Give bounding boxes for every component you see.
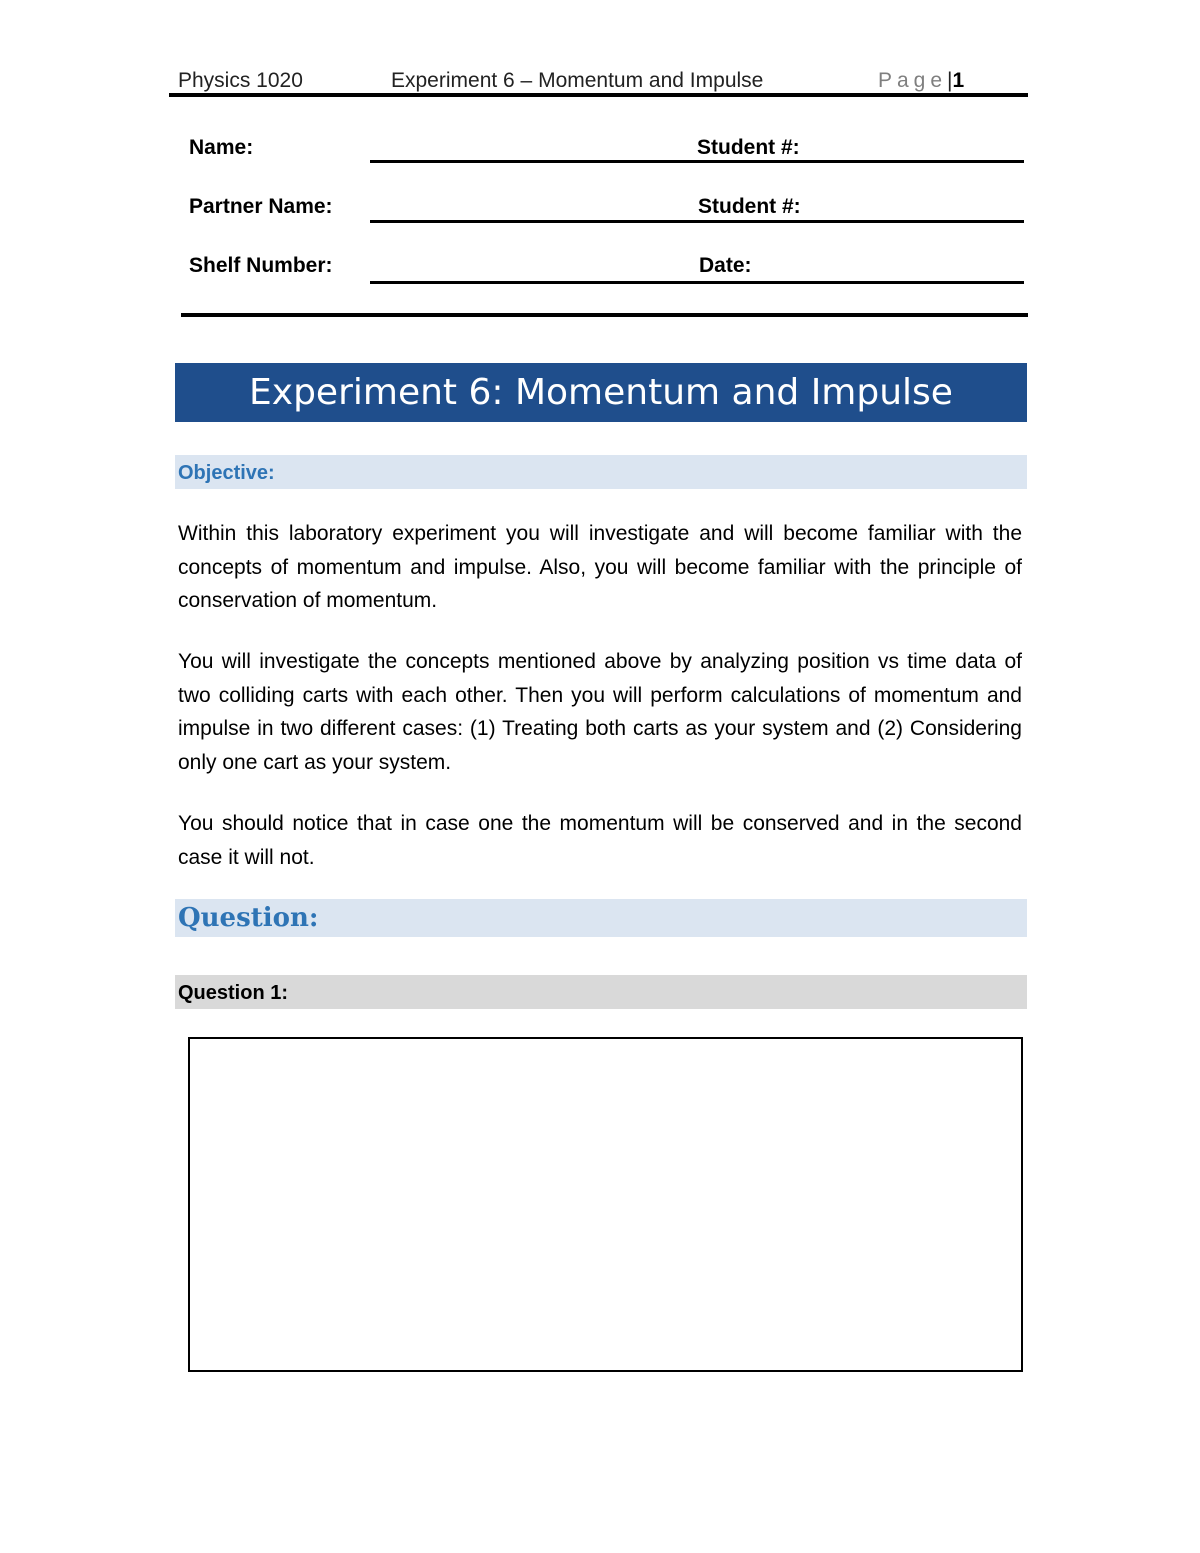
objective-paragraph-2: You will investigate the concepts mentioned above by analyzing position vs time data of two colliding carts with each other. Then you will perform calculations of momentum and impulse in two different cases: (1) Treating both carts as your system and (2) Considering only one cart as your system. bbox=[178, 650, 1022, 774]
name-label: Name: bbox=[189, 136, 254, 159]
objective-heading: Objective: bbox=[175, 455, 1027, 489]
shelf-number-fill-line[interactable] bbox=[370, 281, 1024, 284]
header-page-number: 1 bbox=[952, 69, 965, 92]
objective-paragraph-1: Within this laboratory experiment you will investigate and will become familiar with the concepts of momentum and impulse. Also, you will become familiar with the principle of conservation of momentum. bbox=[178, 522, 1022, 612]
header-page-separator: | bbox=[947, 69, 953, 92]
question-1-answer-box[interactable] bbox=[188, 1037, 1023, 1372]
partner-name-label: Partner Name: bbox=[189, 195, 333, 218]
question-1-label: Question 1: bbox=[175, 975, 1027, 1009]
student-number-label-1: Student #: bbox=[697, 136, 800, 159]
student-number-label-2: Student #: bbox=[698, 195, 801, 218]
header-course: Physics 1020 bbox=[178, 69, 303, 92]
partner-name-fill-line[interactable] bbox=[370, 220, 1024, 223]
header-rule bbox=[169, 93, 1028, 97]
objective-paragraph-3: You should notice that in case one the momentum will be conserved and in the second case it will not. bbox=[178, 812, 1022, 869]
shelf-number-label: Shelf Number: bbox=[189, 254, 333, 277]
date-label: Date: bbox=[699, 254, 752, 277]
question-heading: Question: bbox=[175, 899, 1027, 937]
header-page-label: Page bbox=[878, 69, 948, 92]
header-experiment: Experiment 6 – Momentum and Impulse bbox=[391, 69, 764, 92]
header-page-indicator bbox=[878, 68, 964, 94]
title-banner: Experiment 6: Momentum and Impulse bbox=[175, 363, 1027, 422]
name-fill-line[interactable] bbox=[370, 160, 1024, 163]
form-bottom-rule bbox=[181, 313, 1028, 317]
